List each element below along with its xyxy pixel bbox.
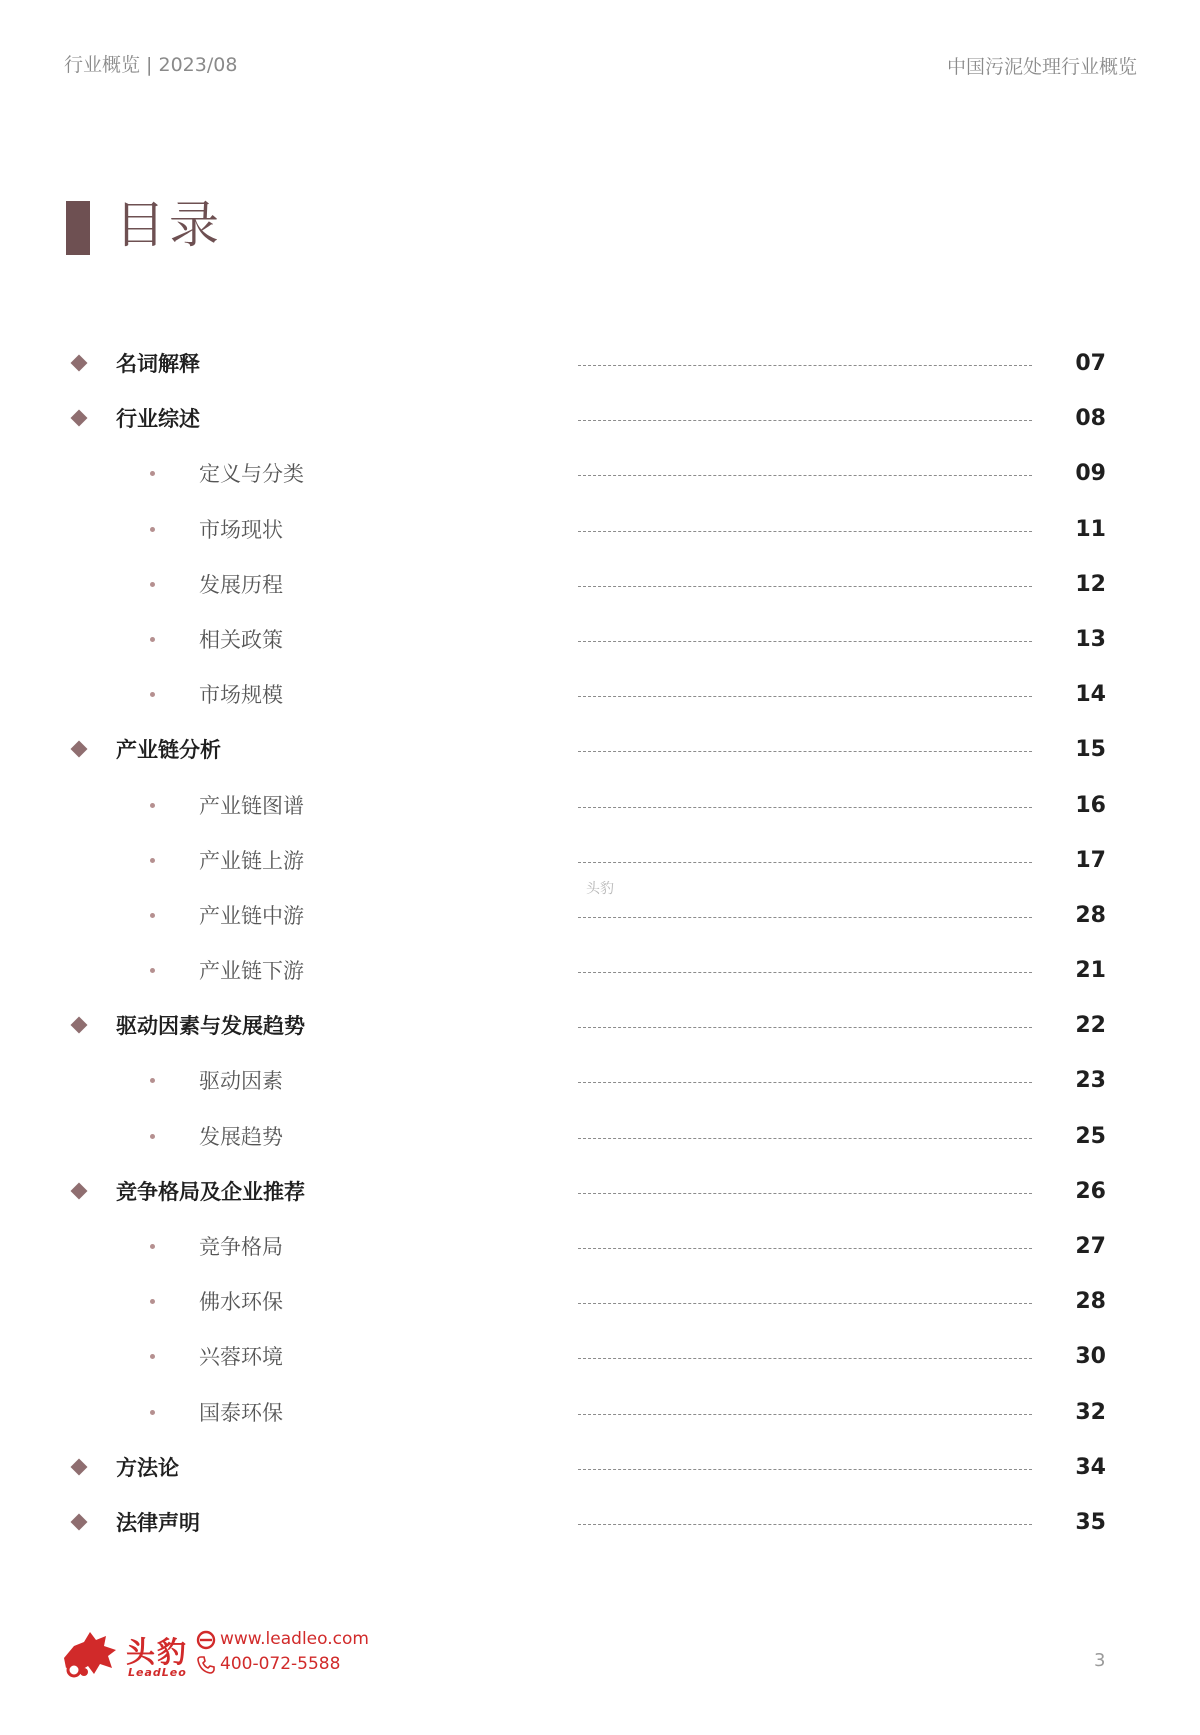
toc-page-number: 23	[1075, 1068, 1106, 1094]
toc-subsection[interactable]	[0, 1280, 1200, 1335]
dot-bullet-icon	[150, 858, 155, 863]
toc-section[interactable]	[0, 397, 1200, 452]
toc-label: 佛水环保	[199, 1290, 283, 1315]
toc-page-number: 32	[1075, 1399, 1106, 1425]
web-icon	[196, 1630, 216, 1650]
phone-icon	[196, 1655, 216, 1675]
dot-bullet-icon	[150, 913, 155, 918]
toc-subsection[interactable]	[0, 508, 1200, 563]
toc-label: 产业链分析	[116, 738, 221, 763]
toc-section[interactable]	[0, 342, 1200, 397]
toc-page-number: 25	[1075, 1123, 1106, 1149]
header-report-type: 行业概览 | 2023/08	[64, 54, 238, 76]
toc-leader-line	[578, 1524, 1032, 1525]
toc-subsection[interactable]	[0, 563, 1200, 618]
toc-page-number: 30	[1075, 1344, 1106, 1370]
toc-leader-line	[578, 1193, 1032, 1194]
toc-page-number: 12	[1075, 571, 1106, 597]
toc-label: 国泰环保	[199, 1400, 283, 1425]
header-report-title: 中国污泥处理行业概览	[946, 56, 1137, 78]
dot-bullet-icon	[150, 1299, 155, 1304]
toc-leader-line	[578, 1082, 1032, 1083]
diamond-bullet-icon	[71, 355, 88, 372]
toc-leader-line	[578, 972, 1032, 973]
toc-page-number: 16	[1075, 792, 1106, 818]
toc-page-number: 08	[1075, 406, 1106, 432]
toc-page-number: 21	[1075, 958, 1106, 984]
toc-leader-line	[578, 1469, 1032, 1470]
toc-label: 驱动因素	[199, 1069, 283, 1094]
toc-page-number: 15	[1075, 737, 1106, 763]
toc-section[interactable]	[0, 1004, 1200, 1059]
toc-leader-line	[578, 862, 1032, 863]
website-link[interactable]: www.leadleo.com	[220, 1629, 369, 1649]
dot-bullet-icon	[150, 1354, 155, 1359]
toc-subsection[interactable]	[0, 784, 1200, 839]
dot-bullet-icon	[150, 471, 155, 476]
dot-bullet-icon	[150, 582, 155, 587]
page-number: 3	[1094, 1650, 1106, 1671]
toc-leader-line	[578, 1358, 1032, 1359]
diamond-bullet-icon	[71, 741, 88, 758]
toc-label: 发展趋势	[199, 1124, 283, 1149]
phone-number: 400-072-5588	[220, 1654, 341, 1674]
diamond-bullet-icon	[71, 1182, 88, 1199]
toc-section[interactable]	[0, 1170, 1200, 1225]
toc-label: 竞争格局及企业推荐	[116, 1179, 305, 1204]
title-accent-bar	[66, 201, 90, 255]
toc-label: 方法论	[116, 1455, 179, 1480]
toc-subsection[interactable]	[0, 452, 1200, 507]
toc-page-number: 14	[1075, 682, 1106, 708]
dot-bullet-icon	[150, 692, 155, 697]
table-of-contents	[0, 342, 1200, 1556]
toc-label: 市场规模	[199, 683, 283, 708]
brand-name: 头豹	[126, 1635, 189, 1669]
diamond-bullet-icon	[71, 410, 88, 427]
dot-bullet-icon	[150, 527, 155, 532]
dot-bullet-icon	[150, 1410, 155, 1415]
toc-subsection[interactable]	[0, 949, 1200, 1004]
toc-subsection[interactable]	[0, 1335, 1200, 1390]
toc-subsection[interactable]	[0, 1059, 1200, 1114]
diamond-bullet-icon	[71, 1458, 88, 1475]
toc-label: 产业链上游	[199, 848, 304, 873]
dot-bullet-icon	[150, 1134, 155, 1139]
toc-leader-line	[578, 807, 1032, 808]
toc-page-number: 07	[1075, 351, 1106, 376]
toc-leader-line	[578, 586, 1032, 587]
dot-bullet-icon	[150, 803, 155, 808]
toc-label: 兴蓉环境	[199, 1345, 283, 1370]
toc-label: 产业链下游	[199, 959, 304, 984]
toc-page-number: 28	[1075, 902, 1106, 928]
toc-subsection[interactable]	[0, 673, 1200, 728]
toc-leader-line	[578, 696, 1032, 697]
toc-page-number: 28	[1075, 1289, 1106, 1315]
brand-subtitle: LeadLeo	[128, 1666, 187, 1679]
toc-leader-line	[578, 365, 1032, 366]
toc-leader-line	[578, 1248, 1032, 1249]
toc-leader-line	[578, 751, 1032, 752]
toc-page-number: 13	[1075, 626, 1106, 652]
toc-page-number: 22	[1075, 1013, 1106, 1039]
dot-bullet-icon	[150, 637, 155, 642]
dot-bullet-icon	[150, 1078, 155, 1083]
toc-page-number: 11	[1075, 516, 1106, 542]
toc-subsection[interactable]	[0, 618, 1200, 673]
toc-label: 定义与分类	[199, 462, 304, 487]
toc-label: 竞争格局	[199, 1235, 283, 1259]
toc-label: 驱动因素与发展趋势	[116, 1014, 305, 1039]
page-title: 目录	[115, 196, 223, 254]
toc-page-number: 09	[1075, 461, 1106, 487]
toc-leader-line	[578, 1138, 1032, 1139]
toc-label: 发展历程	[199, 572, 283, 597]
dot-bullet-icon	[150, 968, 155, 973]
toc-leader-line	[578, 1027, 1032, 1028]
toc-leader-line	[578, 475, 1032, 476]
toc-page-number: 27	[1075, 1234, 1106, 1259]
toc-subsection[interactable]	[0, 1225, 1200, 1280]
toc-label: 行业综述	[116, 407, 200, 432]
toc-label: 市场现状	[199, 517, 283, 542]
toc-leader-line	[578, 531, 1032, 532]
toc-leader-line	[578, 1303, 1032, 1304]
toc-label: 产业链中游	[199, 903, 304, 928]
toc-leader-line	[578, 917, 1032, 918]
diamond-bullet-icon	[71, 1017, 88, 1034]
watermark: 头豹	[586, 881, 614, 897]
toc-label: 法律声明	[116, 1510, 200, 1535]
toc-label: 相关政策	[199, 627, 283, 652]
toc-leader-line	[578, 420, 1032, 421]
toc-subsection[interactable]	[0, 894, 1200, 949]
toc-page-number: 17	[1075, 847, 1106, 873]
toc-section[interactable]	[0, 1446, 1200, 1501]
toc-section[interactable]	[0, 1501, 1200, 1556]
toc-subsection[interactable]	[0, 1391, 1200, 1446]
dot-bullet-icon	[150, 1244, 155, 1249]
toc-section[interactable]	[0, 728, 1200, 783]
toc-label: 产业链图谱	[199, 793, 304, 818]
toc-label: 名词解释	[116, 352, 200, 376]
toc-leader-line	[578, 1414, 1032, 1415]
toc-page-number: 35	[1075, 1509, 1106, 1535]
toc-subsection[interactable]	[0, 1115, 1200, 1170]
toc-page-number: 34	[1075, 1454, 1106, 1480]
toc-page-number: 26	[1075, 1178, 1106, 1204]
toc-leader-line	[578, 641, 1032, 642]
diamond-bullet-icon	[71, 1513, 88, 1530]
leopard-logo-icon	[60, 1628, 120, 1680]
